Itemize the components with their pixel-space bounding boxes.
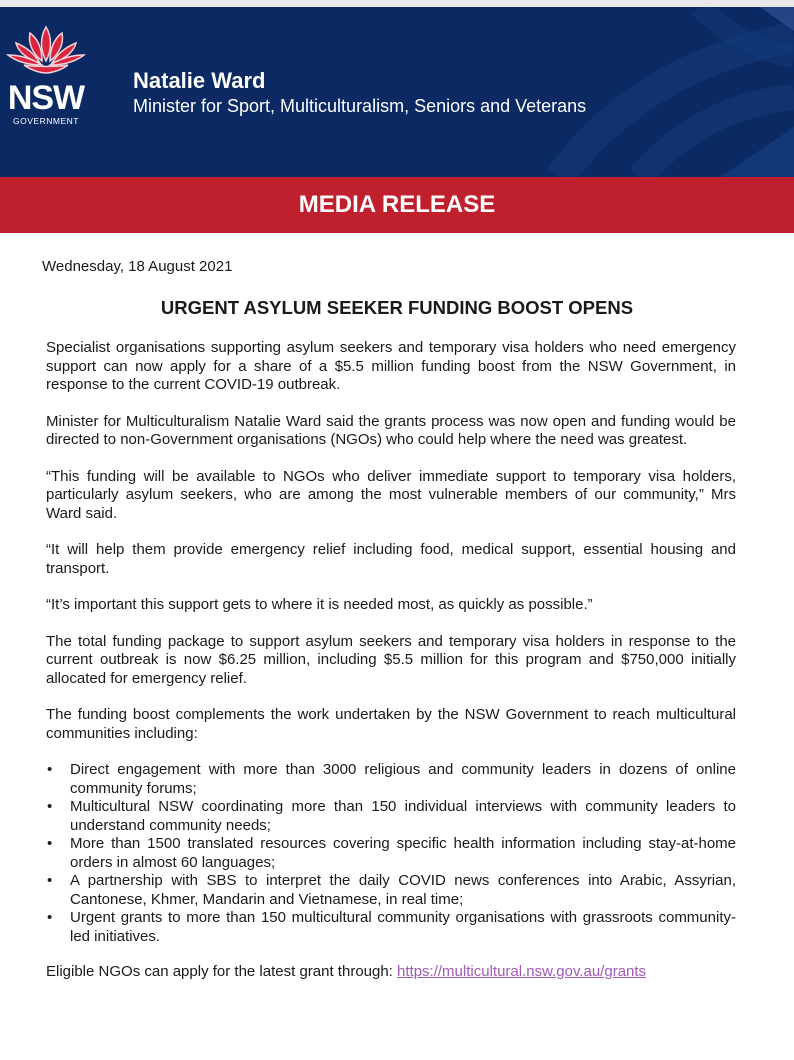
list-item (46, 798, 736, 835)
bullet-icon: • (47, 835, 53, 852)
bullet-icon: • (47, 798, 53, 815)
grants-link[interactable]: https://multicultural.nsw.gov.au/grants (397, 963, 647, 980)
quote-paragraph: “It’s important this support gets to where it is needed most, as quickly as possible.” (46, 596, 593, 613)
nsw-government-logo (0, 21, 92, 131)
paragraph: The total funding package to support asylum seekers and temporary visa holders in response to the current outbreak is now $6.25 million, including $5.5 million for this program and $750,000 initially allocated for emergency relief. (46, 632, 736, 687)
list-item-text: Direct engagement with more than 3000 religious and community leaders in dozens of online community forums; (70, 761, 736, 797)
closing-paragraph (46, 963, 736, 982)
list-item-text: A partnership with SBS to interpret the daily COVID news conferences into Arabic, Assyrian, Cantonese, Khmer, Mandarin and Vietnamese, in real time; (70, 872, 736, 908)
bullet-icon: • (47, 909, 53, 926)
paragraph: The funding boost complements the work undertaken by the NSW Government to reach multicultural communities including: (46, 706, 736, 742)
list-item (46, 872, 736, 909)
list-item-text: Urgent grants to more than 150 multicultural community organisations with grassroots community-led initiatives. (70, 909, 736, 945)
list-item-text: More than 1500 translated resources covering specific health information including stay-at-home orders in almost 60 languages; (70, 835, 736, 871)
logo-government-text: GOVERNMENT (13, 116, 79, 126)
media-release-label: MEDIA RELEASE (298, 191, 496, 218)
bullet-icon: • (47, 761, 53, 778)
waratah-flower-icon (0, 21, 92, 81)
list-item (46, 909, 736, 946)
release-body (42, 258, 736, 1000)
bullet-icon: • (47, 872, 53, 889)
media-release-banner (0, 177, 794, 233)
logo-nsw-text: NSW (7, 79, 85, 117)
header-banner (0, 7, 794, 177)
initiatives-list (46, 761, 736, 946)
release-date: Wednesday, 18 August 2021 (42, 258, 233, 275)
closing-text: Eligible NGOs can apply for the latest grant through: (46, 963, 393, 980)
list-item (46, 835, 736, 872)
list-item (46, 761, 736, 798)
list-item-text: Multicultural NSW coordinating more than 150 individual interviews with community leaders to understand community needs; (70, 798, 736, 834)
release-headline: URGENT ASYLUM SEEKER FUNDING BOOST OPENS (160, 296, 634, 318)
quote-paragraph: “This funding will be available to NGOs who deliver immediate support to temporary visa holders, particularly asylum seekers, who are among the most vulnerable members of our community,” Mrs Ward said. (46, 467, 736, 522)
logo-wordmark (0, 81, 92, 127)
quote-paragraph: “It will help them provide emergency relief including food, medical support, essential housing and transport. (46, 541, 736, 577)
paragraph: Specialist organisations supporting asylum seekers and temporary visa holders who need emergency support can now apply for a share of a $5.5 million funding boost from the NSW Government, in response to the current COVID-19 outbreak. (46, 339, 736, 393)
paragraph: Minister for Multiculturalism Natalie Ward said the grants process was now open and funding would be directed to non-Government organisations (NGOs) who could help where the need was greatest. (46, 412, 736, 448)
top-strip (0, 0, 794, 7)
minister-block (133, 68, 586, 118)
minister-title: Minister for Sport, Multiculturalism, Seniors and Veterans (133, 96, 587, 116)
minister-name: Natalie Ward (133, 68, 266, 93)
